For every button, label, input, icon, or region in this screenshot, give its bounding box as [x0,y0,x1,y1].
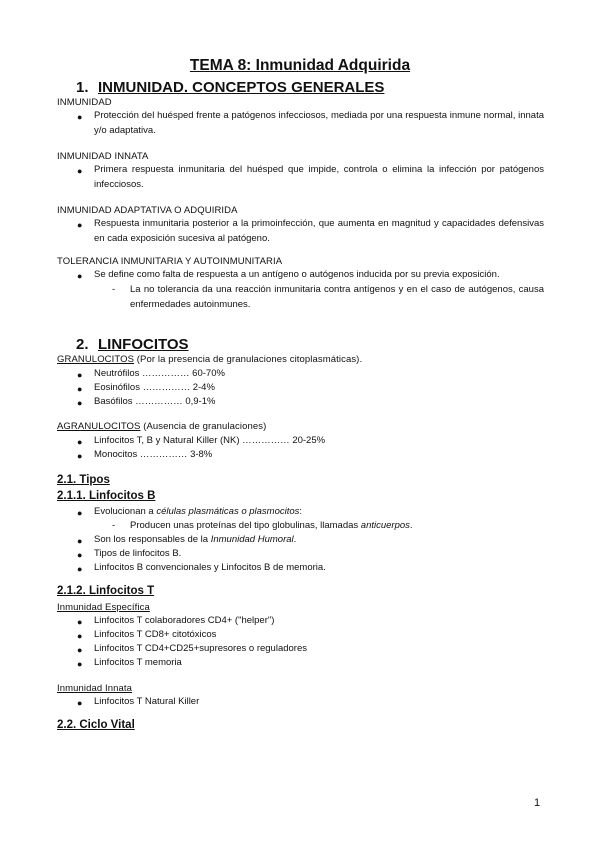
bullet: ● [77,166,83,176]
section-2-1-heading: 2.1. Tipos [57,474,110,486]
section-2-title: LINFOCITOS [98,336,189,353]
bullet: ● [77,451,83,461]
tolerancia-detail: La no tolerancia da una reacción inmunitaria contra antígenos y en el caso de autógenos, causa enfermedades autoinmunes. [130,284,544,310]
inmunidad-adaptativa-label: INMUNIDAD ADAPTATIVA O ADQUIRIDA [57,205,238,216]
tolerancia-label: TOLERANCIA INMUNITARIA Y AUTOINMUNITARIA [57,256,283,267]
bullet: ● [77,536,83,546]
bullet: ● [77,645,83,655]
inmunidad-innata-sub-label: Inmunidad Innata [57,683,133,694]
linfocitos-t-item: Linfocitos T colaboradores CD4+ ("helper") [94,615,275,626]
linfocitos-b-item-emphasis: células plasmáticas o plasmocitos [156,506,300,517]
agranulocito-item: Monocitos …………… 3-8% [94,449,213,460]
linfocitos-b-item: Tipos de linfocitos B. [94,548,182,559]
dash-marker: - [112,520,116,531]
granulocitos-note: (Por la presencia de granulaciones citoplasmáticas). [134,354,363,365]
inmunidad-especifica-label: Inmunidad Específica [57,602,150,613]
granulocito-item: Basófilos …………… 0,9-1% [94,396,216,407]
bullet: ● [77,659,83,669]
tolerancia-definition: Se define como falta de respuesta a un antígeno o autógenos inducida por su previa exposición. [94,269,500,280]
document-title: TEMA 8: Inmunidad Adquirida [189,57,411,74]
bullet: ● [77,564,83,574]
bullet: ● [77,271,83,281]
bullet: ● [77,398,83,408]
linfocitos-b-item [94,505,544,520]
dash-marker: - [112,284,116,295]
section-2-2-heading: 2.2. Ciclo Vital [57,719,135,731]
inmunidad-label: INMUNIDAD [57,97,112,108]
linfocitos-b-item-text: : [299,506,303,517]
bullet: ● [77,550,83,560]
linfocitos-b-detail [130,519,544,534]
bullet: ● [77,384,83,394]
linfocitos-b-item-emphasis: Inmunidad Humoral [210,534,294,545]
linfocitos-b-item-text: Son los responsables de la [94,534,211,545]
agranulocitos-line [57,421,266,432]
agranulocito-item: Linfocitos T, B y Natural Killer (NK) …………… 20-25% [94,435,326,446]
agranulocitos-label: AGRANULOCITOS [57,421,141,432]
bullet: ● [77,220,83,230]
bullet: ● [77,112,83,122]
linfocitos-b-item-text: . [293,534,297,545]
inmunidad-innata-label: INMUNIDAD INNATA [57,151,149,162]
granulocitos-label: GRANULOCITOS [57,354,135,365]
bullet: ● [77,437,83,447]
bullet: ● [77,370,83,380]
section-2-1-1-heading: 2.1.1. Linfocitos B [57,490,156,502]
granulocito-item: Neutrófilos …………… 60-70% [94,368,225,379]
granulocito-item: Eosinófilos …………… 2-4% [94,382,215,393]
section-1-heading [76,79,384,96]
linfocitos-b-item [94,533,544,548]
inmunidad-definition: Protección del huésped frente a patógenos infecciosos, mediada por una respuesta inmune normal, innata y/o adaptativa. [94,110,544,136]
section-2-1-2-heading: 2.1.2. Linfocitos T [57,585,155,597]
section-2-number: 2. [76,336,89,353]
linfocitos-t-item: Linfocitos T memoria [94,657,182,668]
bullet: ● [77,508,83,518]
section-1-title: INMUNIDAD. CONCEPTOS GENERALES [98,79,385,96]
bullet: ● [77,698,83,708]
bullet: ● [77,631,83,641]
linfocitos-b-detail-text: Producen unas proteínas del tipo globulinas, llamadas [130,520,361,531]
linfocitos-t-item: Linfocitos T CD8+ citotóxicos [94,629,217,640]
agranulocitos-note: (Ausencia de granulaciones) [140,421,267,432]
bullet: ● [77,617,83,627]
linfocitos-b-detail-text: . [409,520,413,531]
inmunidad-innata-definition: Primera respuesta inmunitaria del huésped que impide, controla o elimina la infección por patógenos infecciosos. [94,164,544,190]
page-number: 1 [534,797,541,809]
linfocitos-b-item-text: Evolucionan a [94,506,157,517]
section-1-number: 1. [76,79,89,96]
section-2-heading [76,336,189,353]
inmunidad-adaptativa-definition: Respuesta inmunitaria posterior a la primoinfección, que aumenta en magnitud y capacidades defensivas en cada exposición sucesiva al patógeno. [94,218,544,244]
granulocitos-line [57,354,362,365]
linfocitos-t-innata-item: Linfocitos T Natural Killer [94,696,200,707]
linfocitos-b-item: Linfocitos B convencionales y Linfocitos B de memoria. [94,562,326,573]
linfocitos-b-detail-emphasis: anticuerpos [360,520,410,531]
linfocitos-t-item: Linfocitos T CD4+CD25+supresores o reguladores [94,643,307,654]
